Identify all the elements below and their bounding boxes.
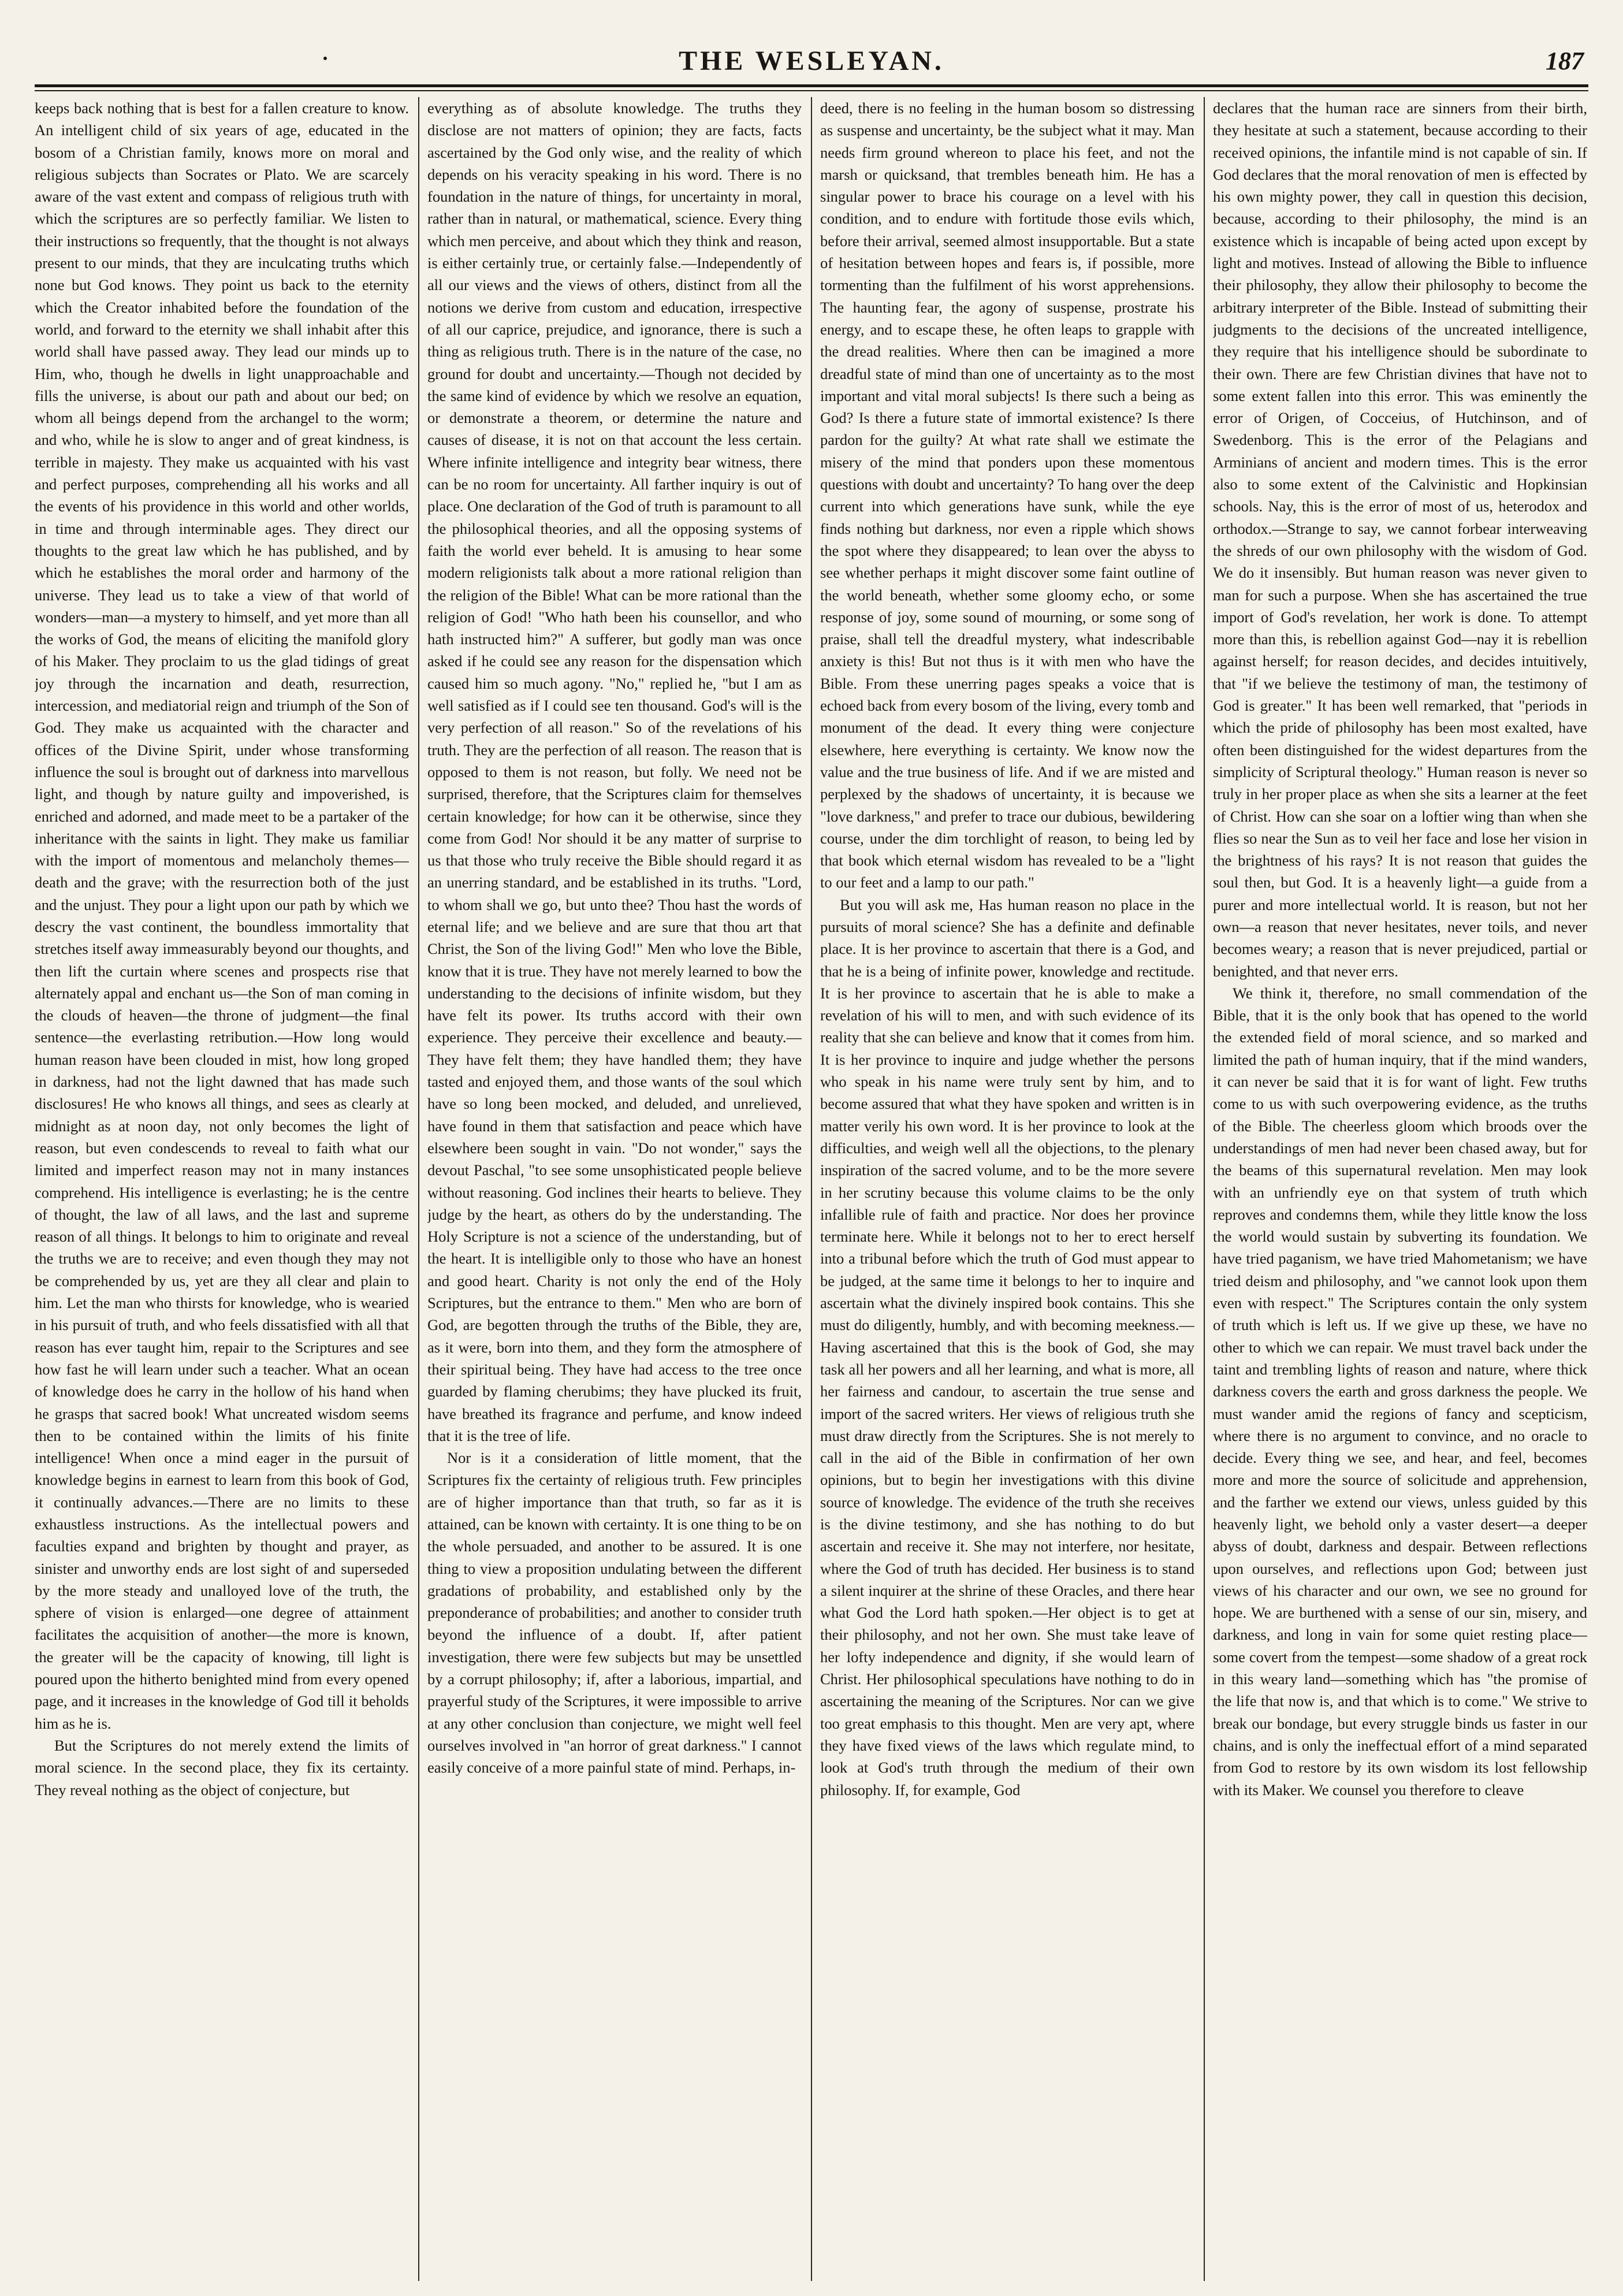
paragraph: keeps back nothing that is best for a fallen creature to know. An intelligent child of six years of age, educated in the bosom of a Christian family, knows more on moral and religious subjects than Socrates or Plato. We are scarcely aware of the vast extent and compass of religious truth with which the scriptures are so perfectly familiar. We listen to their instructions so frequently, that the thought is not always present to our minds, that they are inculcating truths which none but God knows. They point us back to the eternity which the Creator inhabited before the foundation of the world, and forward to the eternity we shall inhabit after this world shall have passed away. They lead our minds up to Him, who, though he dwells in light unapproachable and fills the universe, is about our path and about our bed; on whom all beings depend from the archangel to the worm; and who, while he is slow to anger and of great kindness, is terrible in majesty. They make us acquainted with his vast and perfect purposes, comprehending all his works and all the events of his providence in this world and other worlds, in time and through interminable ages. They direct our thoughts to the great law which he has published, and by which he establishes the moral order and harmony of the universe. They lead us to take a view of that world of wonders—man—a mystery to himself, and yet more than all the works of God, the means of eliciting the manifold glory of his Maker. They proclaim to us the glad tidings of great joy through the incarnation and death, resurrection, intercession, and mediatorial reign and triumph of the Son of God. They make us acquainted with the character and offices of the Divine Spirit, under whose transforming influence the soul is brought out of darkness into marvellous light, and though by nature guilty and impoverished, is enriched and adorned, and made meet to be a partaker of the inheritance with the saints in light. They make us familiar with the import of momentous and melancholy themes—death and the grave; with the resurrection both of the just and the unjust. They pour a light upon our path by which we descry the vast continent, the boundless immortality that stretches itself away immeasurably beyond our thoughts, and then lift the curtain where scenes and prospects rise that alternately appal and enchant us—the Son of man coming in the clouds of heaven—the throne of judgment—the final sentence—the everlasting retribution.—How long would human reason have been clouded in mist, how long groped in darkness, had not the light dawned that has made such disclosures! He who knows all things, and sees as clearly at midnight as at noon day, not only becomes the light of reason, but even condescends to reveal to faith what our limited and imperfect reason may not in many instances comprehend. His intelligence is everlasting; he is the centre of thought, the law of all laws, and the last and supreme reason of all things. It belongs to him to originate and reveal the truths we are to receive; and even though they may not be comprehended by us, yet are they all clear and plain to him. Let the man who thirsts for knowledge, who is wearied in his pursuit of truth, and who feels dissatisfied with all that reason has ever taught him, repair to the Scriptures and see how fast he will learn under such a teacher. What an ocean of knowledge does he carry in the hollow of his hand when he grasps that sacred book! What uncreated wisdom seems then to be contained within the limits of his finite intelligence! When once a mind eager in the pursuit of knowledge begins in earnest to learn from this book of God, it continually advances.—There are no limits to these exhaustless instructions. As the intellectual powers and faculties expand and brighten by thought and prayer, as sinister and unworthy ends are lost sight of and superseded by the more steady and unalloyed love of the truth, the sphere of vision is enlarged—one degree of attainment facilitates the acquisition of another—the more is known, the greater will be the capacity of knowing, till light is poured upon the hitherto benighted mind from every opened page, and it increases in the knowledge of God till it beholds him as he is. (35, 99, 409, 1732)
paragraph: everything as of absolute knowledge. The truths they disclose are not matters of opinion; they are facts, facts ascertained by the God only wise, and the reality of which depends on his veracity speaking in his word. There is no foundation in the nature of things, for uncertainty in moral, rather than in natural, or mathematical, science. Every thing which men perceive, and about which they think and reason, is either certainly true, or certainly false.—Independently of all our views and the views of others, distinct from all the notions we derive from custom and education, irrespective of all our caprice, prejudice, and ignorance, there is such a thing as religious truth. There is in the nature of the case, no ground for doubt and uncertainty.—Though not decided by the same kind of evidence by which we resolve an equation, or demonstrate a theorem, or determine the nature and causes of disease, it is not on that account the less certain. Where infinite intelligence and integrity bear witness, there can be no room for uncertainty. All farther inquiry is out of place. One declaration of the God of truth is paramount to all the philosophical theories, and all the opposing systems of faith the world ever beheld. It is amusing to hear some modern religionists talk about a more rational religion than the religion of the Bible! What can be more rational than the religion of God! "Who hath been his counsellor, and who hath instructed him?" A sufferer, but godly man was once asked if he could see any reason for the dispensation which caused him so much agony. "No," replied he, "but I am as well satisfied as if I could see ten thousand. God's will is the very perfection of all reason." So of the revelations of his truth. They are the perfection of all reason. The reason that is opposed to them is not reason, but folly. We need not be surprised, therefore, that the Scriptures claim for themselves certain knowledge; for how can it be otherwise, since they come from God! Nor should it be any matter of surprise to us that those who truly receive the Bible should regard it as an unerring standard, and be established in its truths. "Lord, to whom shall we go, but unto thee? Thou hast the words of eternal life; and we believe and are sure that thou art that Christ, the Son of the living God!" Men who love the Bible, know that it is true. They have not merely learned to bow the understanding to the decisions of infinite wisdom, but they have felt its power. Its truths accord with their own experience. They perceive their excellence and beauty.—They have felt them; they have handled them; they have tasted and enjoyed them, and those wants of the soul which have so long been mocked, and deluded, and unrelieved, have found in them that satisfaction and peace which have elsewhere been sought in vain. "Do not wonder," says the devout Paschal, "to see some unsophisticated people believe without reasoning. God inclines their hearts to believe. They judge by the heart, as others do by the understanding. The Holy Scripture is not a science of the understanding, but of the heart. It is intelligible only to those who have an honest and good heart. Charity is not only the end of the Holy Scriptures, but the entrance to them." Men who are born of God, are begotten through the truths of the Bible, they are, as it were, born into them, and they form the atmosphere of their spiritual being. They have had access to the tree once guarded by flaming cherubims; they have plucked its fruit, have breathed its fragrance and perfume, and know indeed that it is the tree of life. (427, 99, 802, 1444)
paragraph: But you will ask me, Has human reason no place in the pursuits of moral science? She has a definite and definable place. It is her province to ascertain that there is a God, and that he is a being of infinite power, knowledge and rectitude. It is her province to ascertain that he is able to make a revelation of his will to men, and with such evidence of its reality that she can believe and know that it comes from him. It is her province to inquire and judge whether the persons who speak in his name were truly sent by him, and to become assured that what they have spoken and written is in matter verily his own word. It is her province to look at the difficulties, and weigh well all the objections, to the plenary inspiration of the sacred volume, and to be the more severe in her scrutiny because this volume claims to be the only infallible rule of faith and practice. Nor does her province terminate here. While it belongs not to her to erect herself into a tribunal before which the truth of God must appear to be judged, at the same time it belongs to her to inquire and ascertain what the divinely inspired book contains. This she must do diligently, humbly, and with becoming meekness.—Having ascertained that this is the book of God, she may task all her powers and all her learning, and what is more, all her fairness and candour, to ascertain the true sense and import of the sacred writers. Her views of religious truth she must draw directly from the Scriptures. She is not merely to call in the aid of the Bible in confirmation of her own opinions, but to begin her investigations with this divine source of knowledge. The evidence of the truth she receives is the divine testimony, and she has nothing to do but ascertain and receive it. She may not interfere, nor hesitate, where the God of truth has decided. Her business is to stand a silent inquirer at the shrine of these Oracles, and there hear what God the Lord hath spoken.—Her object is to get at their philosophy, and not her own. She must take leave of her lofty independence and dignity, if she would learn of Christ. Her philosophical speculations have nothing to do in ascertaining the meaning of the Scriptures. Nor can we give too great emphasis to this thought. Men are very apt, where they have fixed views of the laws which regulate mind, to look at God's truth through the medium of their own philosophy. If, for example, God (820, 896, 1194, 1799)
column-4 (1213, 97, 1587, 2281)
column-divider (418, 97, 419, 2281)
header-rule-thin (35, 90, 1588, 91)
paragraph: declares that the human race are sinners from their birth, they hesitate at such a statement, because according to their received opinions, the infantile mind is not capable of sin. If God declares that the moral renovation of men is effected by his own mighty power, they call in question this decision, because, according to their philosophy, the mind is an existence which is incapable of being acted upon except by light and motives. Instead of allowing the Bible to influence their philosophy, they allow their philosophy to become the arbitrary interpreter of the Bible. Instead of submitting their judgments to the decisions of the uncreated intelligence, they require that his intelligence should be subordinate to their own. There are few Christian divines that have not to some extent fallen into this error. This was eminently the error of Origen, of Cocceius, of Hutchinson, and of Swedenborg. This is the error of the Pelagians and Arminians of ancient and modern times. This is the error also to some extent of the Calvinistic and Hopkinsian schools. Nay, this is the error of most of us, heterodox and orthodox.—Strange to say, we cannot forbear interweaving the shreds of our own philosophy with the wisdom of God. We do it insensibly. But human reason was never given to man for such a purpose. When she has ascertained the true import of God's revelation, her work is done. To attempt more than this, is rebellion against God—nay it is rebellion against herself; for reason decides, and decides intuitively, that "if we believe the testimony of man, the testimony of God is greater." It has been well remarked, that "periods in which the pride of philosophy has been most exalted, have often been distinguished for the widest departures from the simplicity of Scriptural theology." Human reason is never so truly in her proper place as when she sits a learner at the feet of Christ. How can she soar on a loftier wing than when she flies so near the Sun as to veil her face and lose her vision in the brightness of his rays? It is not reason that guides the soul then, but God. It is a heavenly light—a guide from a purer and more intellectual world. It is reason, but not her own—a reason that never hesitates, never toils, and never becomes weary; a reason that is never prejudiced, partial or benighted, and that never errs. (1213, 99, 1587, 980)
column-divider (1204, 97, 1205, 2281)
column-divider (811, 97, 812, 2281)
running-title: THE WESLEYAN. (679, 46, 944, 76)
paragraph: Nor is it a consideration of little moment, that the Scriptures fix the certainty of religious truth. Few principles are of higher importance than that truth, so far as it is attained, can be known with certainty. It is one thing to be on the whole persuaded, and another to be assured. It is one thing to view a proposition undulating between the different gradations of probability, and established only by the preponderance of probabilities; and another to consider truth beyond the influence of a doubt. If, after patient investigation, there were few subjects but may be unsettled by a corrupt philosophy; if, after a laborious, impartial, and prayerful study of the Scriptures, it were impossible to arrive at any other conclusion than conjecture, we might well feel ourselves involved in "an horror of great darkness." I cannot easily conceive of a more painful state of mind. Perhaps, in- (427, 1449, 802, 1777)
paragraph: But the Scriptures do not merely extend the limits of moral science. In the second place, they fix its certainty. They reveal nothing as the object of conjecture, but (35, 1736, 409, 1799)
paragraph: deed, there is no feeling in the human bosom so distressing as suspense and uncertainty, be the subject what it may. Man needs firm ground whereon to place his feet, and not the marsh or quicksand, that trembles beneath him. He has a singular power to brace his courage on a level with his condition, and to endure with fortitude those evils which, before their arrival, seemed almost insupportable. But a state of hesitation between hopes and fears is, if possible, more tormenting than the fulfilment of his worst apprehensions. The haunting fear, the agony of suspense, prostrate his energy, and to escape these, he often leaps to grapple with the dread realities. Where then can be imagined a more dreadful state of mind than one of uncertainty as to the most important and vital moral subjects! Is there such a being as God? Is there a future state of immortal existence? Is there pardon for the guilty? At what rate shall we estimate the misery of the mind that ponders upon these momentous questions with doubt and uncertainty? To hang over the deep current into which generations have sunk, while the eye finds nothing but darkness, nor even a ripple which shows the spot where they disappeared; to lean over the abyss to see whether perhaps it might discover some faint outline of the world beneath, whether some gloomy echo, or some response of joy, some sound of mourning, or some song of praise, shall tell the dreadful mystery, what indescribable anxiety is this! But not thus is it with men who have the Bible. From these unerring pages speaks a voice that is echoed back from every bosom of the living, every tomb and monument of the dead. It every thing were conjecture elsewhere, here everything is certainty. We know now the value and the true business of life. And if we are misted and perplexed by the shadows of uncertainty, it is because we "love darkness," and prefer to trace our dubious, bewildering course, under the dim torchlight of reason, to being led by that book which eternal wisdom has revealed to be a "light to our feet and a lamp to our path." (820, 99, 1194, 891)
page-header (35, 35, 1588, 80)
column-1 (35, 97, 409, 2281)
column-3 (820, 97, 1194, 2281)
header-rule-thick (35, 84, 1588, 87)
paragraph: We think it, therefore, no small commendation of the Bible, that it is the only book that has opened to the world the extended field of moral science, and so marked and limited the path of human inquiry, that if the mind wanders, it can never be said that it is for want of light. Few truths come to us with such overpowering evidence, as the truths of the Bible. The cheerless gloom which broods over the understandings of men had never been chased away, but for the beams of this supernatural revelation. Men may look with an unfriendly eye on that system of truth which reproves and condemns them, while they little know the loss the world would sustain by subverting its foundation. We have tried paganism, we have tried Mahometanism; we have tried deism and philosophy, and "we cannot look upon them even with respect." The Scriptures contain the only system of truth which is left us. If we give up these, we have no other to which we can repair. We must travel back under the taint and trembling lights of reason and nature, where thick darkness covers the earth and gross darkness the people. We must wander amid the regions of fancy and scepticism, where there is no argument to convince, and no oracle to decide. Every thing we see, and hear, and feel, becomes more and more the source of solicitude and apprehension, and the farther we extend our views, unless guided by this heavenly light, we behold only a vaster desert—a deeper abyss of doubt, darkness and despair. Between reflections upon ourselves, and reflections upon God; between just views of his character and our own, we see no ground for hope. We are burthened with a sense of our sin, misery, and darkness, and long in vain for some quiet resting place—some covert from the tempest—some shadow of a great rock in this weary land—something which has "the promise of the life that now is, and that which is to come." We strive to break our bondage, but every struggle binds us faster in our chains, and is only the ineffectual effort of a mind separated from God to restore by its own wisdom its lost fellowship with its Maker. We counsel you therefore to cleave (1213, 984, 1587, 1799)
page-number: 187 (1546, 47, 1584, 75)
text-columns (35, 97, 1588, 2281)
column-2 (427, 97, 802, 2281)
